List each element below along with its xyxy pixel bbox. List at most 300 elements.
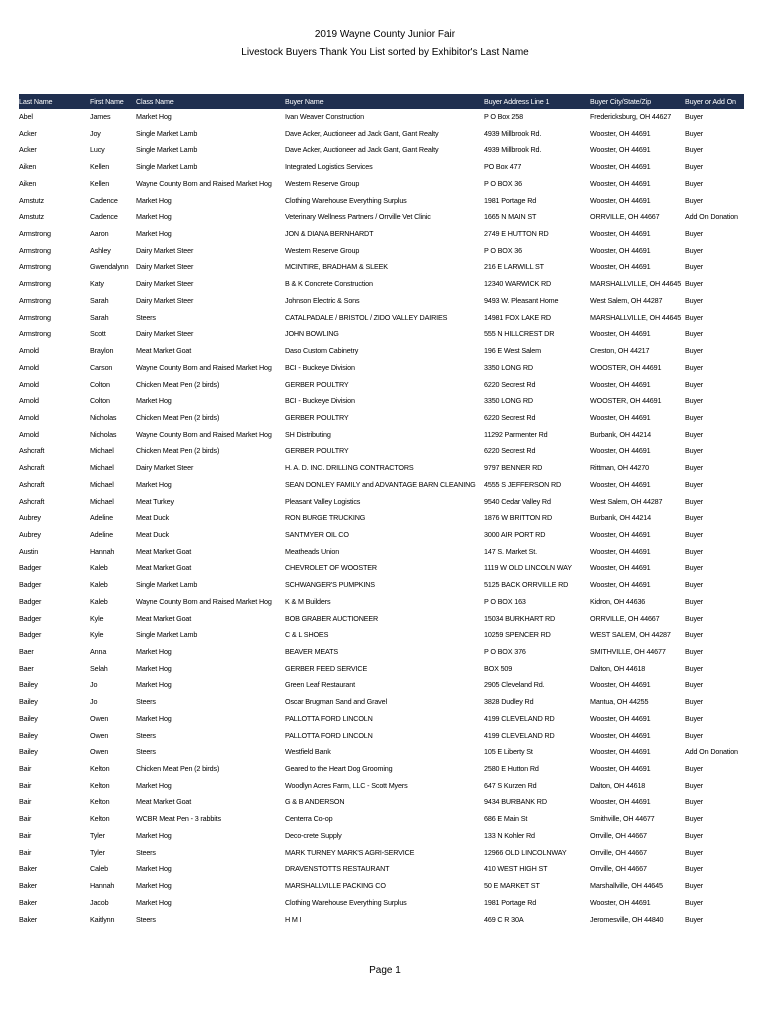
cell-buyer-name: PALLOTTA FORD LINCOLN [285, 713, 373, 723]
cell-buyer-type: Buyer [685, 563, 704, 573]
cell-buyer-address: PO Box 477 [484, 162, 522, 172]
cell-last-name: Bailey [19, 680, 38, 690]
cell-buyer-address: P O BOX 376 [484, 647, 526, 656]
cell-class-name: Chicken Meat Pen (2 birds) [136, 764, 220, 774]
cell-buyer-address: 133 N Kohler Rd [484, 830, 535, 840]
cell-first-name: Sarah [90, 312, 109, 322]
cell-buyer-city-state-zip: Wooster, OH 44691 [590, 145, 651, 155]
cell-buyer-city-state-zip: SMITHVILLE, OH 44677 [590, 647, 666, 656]
cell-buyer-name: Centerra Co-op [285, 814, 333, 824]
table-row [19, 243, 744, 260]
cell-class-name: Single Market Lamb [136, 145, 198, 155]
cell-class-name: Market Hog [136, 647, 172, 656]
cell-buyer-name: H M I [285, 914, 302, 924]
cell-class-name: Wayne County Born and Raised Market Hog [136, 596, 272, 606]
cell-buyer-type: Buyer [685, 680, 704, 690]
cell-buyer-name: SANTMYER OIL CO [285, 529, 349, 539]
cell-last-name: Bailey [19, 730, 38, 740]
buyers-table [19, 94, 744, 928]
cell-class-name: Single Market Lamb [136, 162, 198, 172]
cell-buyer-city-state-zip: Wooster, OH 44691 [590, 479, 651, 489]
cell-buyer-city-state-zip: WOOSTER, OH 44691 [590, 396, 662, 406]
cell-class-name: Market Hog [136, 112, 172, 121]
cell-buyer-address: 6220 Secrest Rd [484, 412, 536, 422]
cell-first-name: Hannah [90, 881, 115, 891]
cell-buyer-name: Deco-crete Supply [285, 830, 342, 840]
cell-buyer-address: 4555 S JEFFERSON RD [484, 479, 562, 489]
cell-buyer-city-state-zip: Mantua, OH 44255 [590, 697, 649, 707]
cell-last-name: Acker [19, 145, 37, 155]
cell-last-name: Arnold [19, 429, 39, 439]
cell-buyer-city-state-zip: Burbank, OH 44214 [590, 429, 651, 439]
cell-buyer-type: Buyer [685, 346, 704, 356]
cell-buyer-type: Buyer [685, 897, 704, 907]
cell-buyer-city-state-zip: WOOSTER, OH 44691 [590, 362, 662, 372]
cell-buyer-type: Buyer [685, 780, 704, 790]
cell-buyer-name: MARK TURNEY MARK'S AGRI-SERVICE [285, 847, 415, 857]
cell-buyer-type: Add On Donation [685, 747, 738, 757]
cell-last-name: Baker [19, 897, 38, 907]
cell-buyer-address: 469 C R 30A [484, 914, 524, 924]
table-row [19, 377, 744, 394]
cell-buyer-city-state-zip: Smithville, OH 44677 [590, 814, 655, 824]
cell-buyer-address: 1981 Portage Rd [484, 195, 537, 205]
cell-buyer-address: 6220 Secrest Rd [484, 379, 536, 389]
cell-buyer-address: 12966 OLD LINCOLNWAY [484, 847, 567, 857]
cell-class-name: Dairy Market Steer [136, 245, 194, 255]
cell-buyer-city-state-zip: Wooster, OH 44691 [590, 713, 651, 723]
cell-buyer-city-state-zip: Rittman, OH 44270 [590, 463, 649, 473]
cell-buyer-city-state-zip: Wooster, OH 44691 [590, 730, 651, 740]
cell-class-name: Steers [136, 847, 156, 857]
cell-last-name: Aubrey [19, 513, 41, 523]
cell-buyer-address: 2749 E HUTTON RD [484, 229, 549, 239]
cell-first-name: Kaleb [90, 563, 108, 573]
cell-buyer-type: Buyer [685, 162, 704, 172]
cell-last-name: Abel [19, 112, 33, 121]
cell-class-name: Meat Market Goat [136, 797, 192, 807]
table-row [19, 861, 744, 878]
cell-class-name: Market Hog [136, 479, 172, 489]
cell-class-name: Meat Turkey [136, 496, 174, 506]
cell-buyer-name: BOB GRABER AUCTIONEER [285, 613, 379, 623]
cell-buyer-address: 11292 Parmenter Rd [484, 429, 548, 439]
cell-buyer-address: 2905 Cleveland Rd. [484, 680, 545, 690]
table-row [19, 627, 744, 644]
cell-first-name: Nicholas [90, 429, 117, 439]
cell-first-name: Selah [90, 663, 108, 673]
cell-buyer-type: Buyer [685, 446, 704, 456]
cell-class-name: Meat Duck [136, 529, 170, 539]
table-row [19, 895, 744, 912]
cell-buyer-address: 14981 FOX LAKE RD [484, 312, 551, 322]
cell-buyer-type: Buyer [685, 412, 704, 422]
cell-class-name: Market Hog [136, 663, 172, 673]
cell-buyer-name: BCI - Buckeye Division [285, 362, 355, 372]
cell-buyer-address: 555 N HILLCREST DR [484, 329, 555, 339]
cell-first-name: Braylon [90, 346, 114, 356]
header-buyer-or-add-on: Buyer or Add On [685, 97, 736, 106]
table-row [19, 778, 744, 795]
cell-buyer-name: GERBER FEED SERVICE [285, 663, 368, 673]
table-row [19, 226, 744, 243]
cell-last-name: Badger [19, 596, 42, 606]
cell-buyer-name: Meatheads Union [285, 546, 340, 556]
cell-first-name: Owen [90, 730, 109, 740]
cell-buyer-address: 647 S Kurzen Rd [484, 780, 537, 790]
cell-buyer-address: 9493 W. Pleasant Home [484, 295, 559, 305]
cell-buyer-name: Daso Custom Cabinetry [285, 346, 359, 356]
cell-first-name: Lucy [90, 145, 105, 155]
cell-first-name: Colton [90, 379, 110, 389]
cell-class-name: Steers [136, 747, 156, 757]
cell-buyer-type: Buyer [685, 546, 704, 556]
cell-buyer-city-state-zip: Dalton, OH 44618 [590, 780, 646, 790]
cell-buyer-address: 3350 LONG RD [484, 362, 533, 372]
cell-buyer-type: Buyer [685, 613, 704, 623]
cell-first-name: Kellen [90, 162, 110, 172]
cell-buyer-type: Buyer [685, 697, 704, 707]
cell-first-name: Michael [90, 479, 114, 489]
cell-buyer-city-state-zip: Wooster, OH 44691 [590, 162, 651, 172]
cell-buyer-type: Buyer [685, 513, 704, 523]
cell-buyer-name: Clothing Warehouse Everything Surplus [285, 195, 407, 205]
cell-buyer-address: 2580 E Hutton Rd [484, 764, 539, 774]
cell-last-name: Armstrong [19, 279, 51, 289]
cell-buyer-address: 5125 BACK ORRVILLE RD [484, 580, 569, 590]
cell-buyer-type: Buyer [685, 881, 704, 891]
cell-class-name: Dairy Market Steer [136, 295, 194, 305]
cell-first-name: Michael [90, 463, 114, 473]
cell-buyer-city-state-zip: Wooster, OH 44691 [590, 245, 651, 255]
cell-first-name: Cadence [90, 212, 118, 222]
cell-buyer-type: Buyer [685, 730, 704, 740]
cell-buyer-city-state-zip: Kidron, OH 44636 [590, 596, 646, 606]
table-row [19, 677, 744, 694]
cell-buyer-type: Buyer [685, 295, 704, 305]
cell-last-name: Arnold [19, 412, 39, 422]
cell-buyer-type: Buyer [685, 847, 704, 857]
cell-first-name: Owen [90, 747, 109, 757]
table-row [19, 176, 744, 193]
cell-buyer-type: Buyer [685, 529, 704, 539]
cell-first-name: Jo [90, 697, 98, 707]
cell-class-name: Single Market Lamb [136, 580, 198, 590]
cell-buyer-address: BOX 509 [484, 663, 513, 673]
cell-buyer-type: Buyer [685, 797, 704, 807]
cell-buyer-name: Pleasant Valley Logistics [285, 496, 361, 506]
cell-last-name: Arnold [19, 362, 39, 372]
cell-buyer-address: 50 E MARKET ST [484, 881, 540, 891]
cell-buyer-type: Buyer [685, 279, 704, 289]
cell-buyer-type: Buyer [685, 312, 704, 322]
cell-first-name: Nicholas [90, 412, 117, 422]
cell-first-name: Kelton [90, 814, 110, 824]
cell-buyer-type: Buyer [685, 145, 704, 155]
cell-first-name: Michael [90, 496, 114, 506]
table-row [19, 259, 744, 276]
cell-buyer-city-state-zip: Wooster, OH 44691 [590, 529, 651, 539]
cell-buyer-city-state-zip: Fredericksburg, OH 44627 [590, 112, 672, 121]
cell-buyer-address: 3350 LONG RD [484, 396, 533, 406]
cell-buyer-city-state-zip: Wooster, OH 44691 [590, 229, 651, 239]
cell-last-name: Amstutz [19, 195, 44, 205]
cell-class-name: Meat Market Goat [136, 346, 192, 356]
cell-buyer-name: Dave Acker, Auctioneer ad Jack Gant, Gant Realty [285, 145, 439, 155]
cell-buyer-type: Buyer [685, 245, 704, 255]
cell-buyer-type: Buyer [685, 663, 704, 673]
cell-last-name: Arnold [19, 346, 39, 356]
cell-buyer-city-state-zip: Jeromesville, OH 44840 [590, 914, 664, 924]
header-buyer-name: Buyer Name [285, 97, 324, 106]
cell-buyer-address: P O Box 258 [484, 112, 523, 121]
cell-buyer-city-state-zip: Wooster, OH 44691 [590, 680, 651, 690]
cell-class-name: Wayne County Born and Raised Market Hog [136, 429, 272, 439]
cell-last-name: Ashcraft [19, 496, 45, 506]
cell-last-name: Bair [19, 814, 32, 824]
table-row [19, 443, 744, 460]
cell-class-name: Chicken Meat Pen (2 birds) [136, 379, 220, 389]
cell-buyer-city-state-zip: ORRVILLE, OH 44667 [590, 613, 660, 623]
cell-buyer-type: Buyer [685, 764, 704, 774]
table-body [19, 109, 744, 928]
cell-last-name: Arnold [19, 379, 39, 389]
cell-first-name: Adeline [90, 513, 113, 523]
cell-last-name: Armstrong [19, 295, 51, 305]
cell-class-name: Market Hog [136, 897, 172, 907]
cell-last-name: Baker [19, 914, 38, 924]
table-row [19, 293, 744, 310]
cell-buyer-name: Westfield Bank [285, 747, 331, 757]
cell-buyer-city-state-zip: Wooster, OH 44691 [590, 329, 651, 339]
cell-buyer-address: 1981 Portage Rd [484, 897, 537, 907]
table-row [19, 544, 744, 561]
cell-buyer-type: Buyer [685, 463, 704, 473]
table-row [19, 560, 744, 577]
cell-class-name: Market Hog [136, 713, 172, 723]
cell-first-name: Tyler [90, 830, 105, 840]
cell-buyer-name: BCI - Buckeye Division [285, 396, 355, 406]
table-row [19, 193, 744, 210]
cell-class-name: Dairy Market Steer [136, 329, 194, 339]
cell-buyer-city-state-zip: MARSHALLVILLE, OH 44645 [590, 279, 682, 289]
cell-class-name: Market Hog [136, 396, 172, 406]
cell-first-name: Kaleb [90, 580, 108, 590]
cell-buyer-type: Buyer [685, 814, 704, 824]
cell-last-name: Badger [19, 563, 42, 573]
cell-first-name: Kellen [90, 178, 110, 188]
cell-buyer-city-state-zip: West Salem, OH 44287 [590, 496, 663, 506]
cell-buyer-name: G & B ANDERSON [285, 797, 345, 807]
table-row [19, 811, 744, 828]
cell-buyer-name: Integrated Logistics Services [285, 162, 373, 172]
cell-last-name: Badger [19, 580, 42, 590]
cell-buyer-name: K & M Builders [285, 596, 331, 606]
cell-first-name: Kelton [90, 764, 110, 774]
cell-buyer-name: GERBER POULTRY [285, 379, 349, 389]
cell-last-name: Aiken [19, 178, 37, 188]
cell-buyer-type: Buyer [685, 479, 704, 489]
table-row [19, 611, 744, 628]
cell-buyer-name: B & K Concrete Construction [285, 279, 373, 289]
table-row [19, 126, 744, 143]
cell-buyer-name: GERBER POULTRY [285, 446, 349, 456]
cell-buyer-city-state-zip: Wooster, OH 44691 [590, 379, 651, 389]
cell-last-name: Ashcraft [19, 446, 45, 456]
cell-buyer-type: Buyer [685, 178, 704, 188]
cell-buyer-city-state-zip: Burbank, OH 44214 [590, 513, 651, 523]
cell-buyer-address: P O BOX 163 [484, 596, 526, 606]
table-row [19, 912, 744, 929]
cell-class-name: WCBR Meat Pen - 3 rabbits [136, 814, 221, 824]
cell-class-name: Market Hog [136, 680, 172, 690]
cell-buyer-name: JON & DIANA BERNHARDT [285, 229, 374, 239]
header-last-name: Last Name [19, 97, 53, 106]
cell-class-name: Dairy Market Steer [136, 262, 194, 272]
cell-class-name: Steers [136, 312, 156, 322]
cell-last-name: Baer [19, 663, 34, 673]
cell-buyer-address: 1876 W BRITTON RD [484, 513, 553, 523]
cell-class-name: Meat Market Goat [136, 546, 192, 556]
cell-class-name: Market Hog [136, 881, 172, 891]
cell-last-name: Armstrong [19, 245, 51, 255]
cell-buyer-city-state-zip: Orrville, OH 44667 [590, 864, 647, 874]
cell-buyer-address: 1665 N MAIN ST [484, 212, 537, 222]
cell-last-name: Bailey [19, 697, 38, 707]
cell-buyer-name: DRAVENSTOTTS RESTAURANT [285, 864, 390, 874]
cell-buyer-address: P O BOX 36 [484, 178, 522, 188]
cell-last-name: Bailey [19, 713, 38, 723]
cell-class-name: Meat Market Goat [136, 563, 192, 573]
cell-buyer-type: Buyer [685, 864, 704, 874]
cell-buyer-type: Buyer [685, 647, 704, 656]
cell-class-name: Market Hog [136, 195, 172, 205]
cell-buyer-city-state-zip: Wooster, OH 44691 [590, 563, 651, 573]
cell-buyer-city-state-zip: MARSHALLVILLE, OH 44645 [590, 312, 682, 322]
cell-last-name: Armstrong [19, 312, 51, 322]
cell-buyer-city-state-zip: Wooster, OH 44691 [590, 128, 651, 138]
cell-first-name: Carson [90, 362, 113, 372]
cell-class-name: Dairy Market Steer [136, 279, 194, 289]
cell-class-name: Wayne County Born and Raised Market Hog [136, 178, 272, 188]
cell-first-name: Kelton [90, 780, 110, 790]
cell-last-name: Badger [19, 630, 42, 640]
cell-first-name: Kyle [90, 613, 104, 623]
header-first-name: First Name [90, 97, 124, 106]
cell-buyer-type: Buyer [685, 630, 704, 640]
cell-buyer-name: Green Leaf Restaurant [285, 680, 355, 690]
cell-buyer-address: 216 E LARWILL ST [484, 262, 544, 272]
cell-class-name: Single Market Lamb [136, 630, 198, 640]
cell-class-name: Wayne County Born and Raised Market Hog [136, 362, 272, 372]
cell-last-name: Bair [19, 764, 32, 774]
cell-buyer-city-state-zip: Wooster, OH 44691 [590, 764, 651, 774]
cell-buyer-name: SEAN DONLEY FAMILY and ADVANTAGE BARN CLEANING [285, 479, 476, 489]
cell-last-name: Baer [19, 647, 34, 656]
cell-class-name: Steers [136, 730, 156, 740]
cell-buyer-name: MARSHALLVILLE PACKING CO [285, 881, 386, 891]
cell-buyer-address: 410 WEST HIGH ST [484, 864, 548, 874]
cell-first-name: James [90, 112, 111, 121]
cell-buyer-name: H. A. D. INC. DRILLING CONTRACTORS [285, 463, 414, 473]
cell-first-name: Owen [90, 713, 109, 723]
document-subtitle: Livestock Buyers Thank You List sorted by Exhibitor's Last Name [241, 47, 529, 58]
cell-last-name: Bailey [19, 747, 38, 757]
cell-last-name: Badger [19, 613, 42, 623]
cell-buyer-name: Oscar Brugman Sand and Gravel [285, 697, 387, 707]
cell-last-name: Armstrong [19, 262, 51, 272]
cell-first-name: Gwendalynn [90, 262, 129, 272]
cell-first-name: Sarah [90, 295, 109, 305]
table-row [19, 761, 744, 778]
table-row [19, 460, 744, 477]
cell-buyer-city-state-zip: Creston, OH 44217 [590, 346, 650, 356]
cell-buyer-address: 105 E Liberty St [484, 747, 533, 757]
cell-buyer-type: Buyer [685, 128, 704, 138]
table-row [19, 343, 744, 360]
cell-last-name: Acker [19, 128, 37, 138]
cell-first-name: Colton [90, 396, 110, 406]
cell-buyer-type: Buyer [685, 112, 704, 121]
cell-buyer-name: PALLOTTA FORD LINCOLN [285, 730, 373, 740]
table-row [19, 644, 744, 661]
cell-buyer-name: JOHN BOWLING [285, 329, 339, 339]
table-row [19, 427, 744, 444]
cell-buyer-type: Buyer [685, 914, 704, 924]
cell-class-name: Steers [136, 697, 156, 707]
cell-last-name: Bair [19, 830, 32, 840]
cell-buyer-type: Buyer [685, 195, 704, 205]
table-header-row [19, 94, 744, 109]
cell-buyer-city-state-zip: Wooster, OH 44691 [590, 546, 651, 556]
cell-last-name: Ashcraft [19, 463, 45, 473]
cell-first-name: Aaron [90, 229, 109, 239]
cell-first-name: Jo [90, 680, 98, 690]
cell-buyer-name: CATALPADALE / BRISTOL / ZIDO VALLEY DAIRIES [285, 312, 448, 322]
cell-buyer-name: C & L SHOES [285, 630, 329, 640]
table-row [19, 828, 744, 845]
cell-last-name: Bair [19, 797, 32, 807]
table-row [19, 661, 744, 678]
cell-first-name: Cadence [90, 195, 118, 205]
cell-first-name: Caleb [90, 864, 109, 874]
cell-buyer-city-state-zip: Wooster, OH 44691 [590, 412, 651, 422]
cell-last-name: Armstrong [19, 329, 51, 339]
table-row [19, 109, 744, 126]
cell-buyer-address: 9434 BURBANK RD [484, 797, 547, 807]
cell-buyer-city-state-zip: Orrville, OH 44667 [590, 847, 647, 857]
cell-buyer-address: 686 E Main St [484, 814, 528, 824]
cell-buyer-type: Buyer [685, 713, 704, 723]
cell-first-name: Kelton [90, 797, 110, 807]
table-row [19, 142, 744, 159]
cell-buyer-city-state-zip: Wooster, OH 44691 [590, 580, 651, 590]
table-row [19, 310, 744, 327]
table-row [19, 410, 744, 427]
cell-buyer-type: Buyer [685, 362, 704, 372]
cell-first-name: Scott [90, 329, 106, 339]
table-row [19, 276, 744, 293]
cell-buyer-address: 4939 Millbrook Rd. [484, 128, 542, 138]
cell-buyer-address: 15034 BURKHART RD [484, 613, 556, 623]
cell-buyer-name: Ivan Weaver Construction [285, 112, 364, 121]
cell-buyer-address: 12340 WARWICK RD [484, 279, 552, 289]
cell-class-name: Market Hog [136, 212, 172, 222]
cell-buyer-type: Buyer [685, 379, 704, 389]
cell-first-name: Kaitlynn [90, 914, 115, 924]
table-row [19, 209, 744, 226]
cell-class-name: Market Hog [136, 864, 172, 874]
